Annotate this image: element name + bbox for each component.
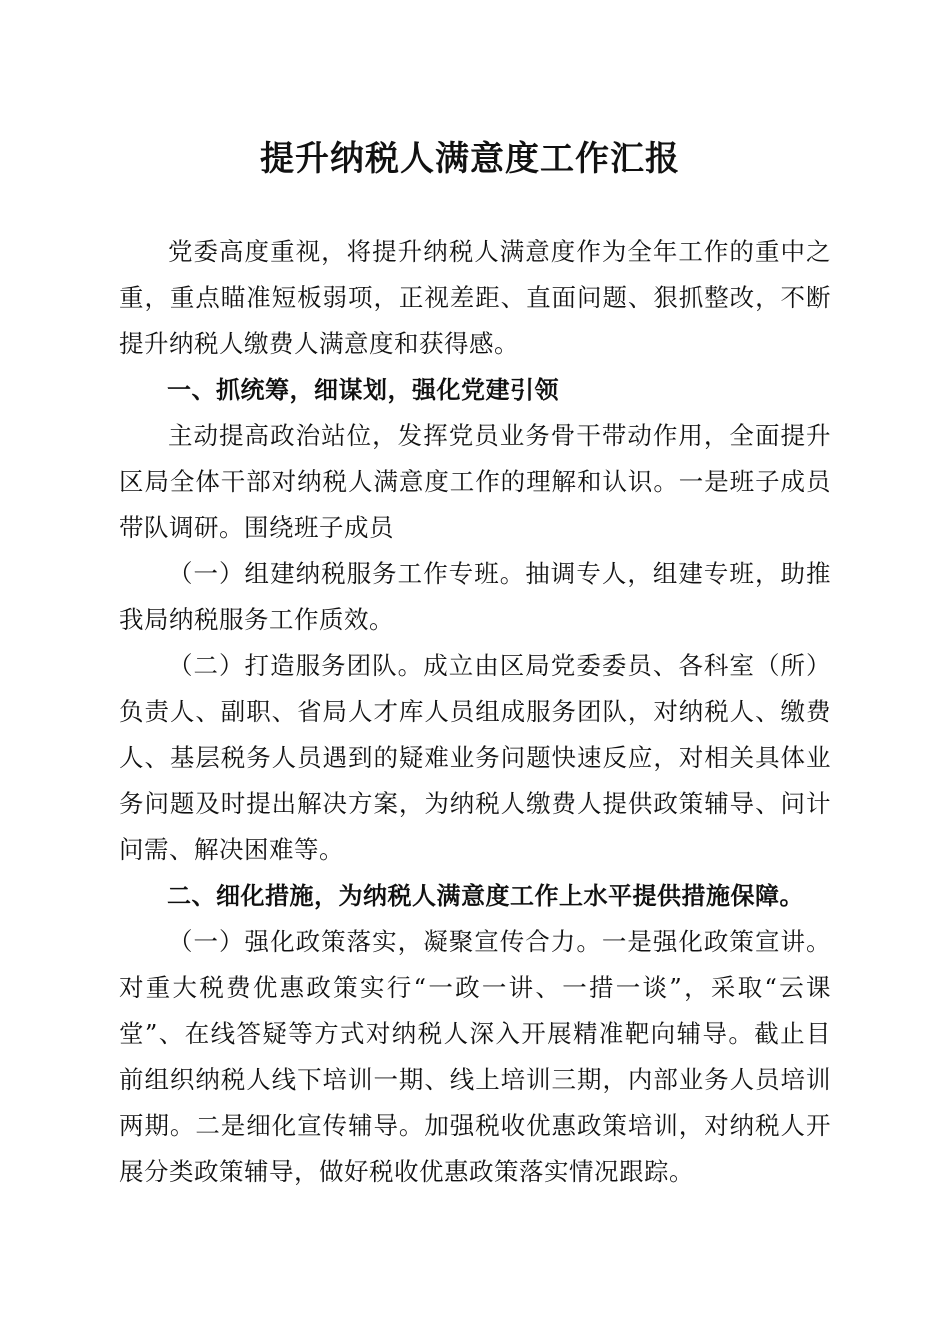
- section-heading-2: 二、细化措施，为纳税人满意度工作上水平提供措施保障。: [167, 882, 804, 910]
- subsection-1-2-paragraph: （二）打造服务团队。成立由区局党委委员、各科室（所）负责人、副职、省局人才库人员组成服务团队，对纳税人、缴费人、基层税务人员遇到的疑难业务问题快速反应，对相关具体业务问题及时提出解决方案，为纳税人缴费人提供政策辅导、问计问需、解决困难等。: [119, 651, 831, 864]
- subsection-1-1-paragraph: （一）组建纳税服务工作专班。抽调专人，组建专班，助推我局纳税服务工作质效。: [119, 559, 831, 634]
- intro-paragraph: 党委高度重视，将提升纳税人满意度作为全年工作的重中之重，重点瞄准短板弱项，正视差距、直面问题、狠抓整改，不断提升纳税人缴费人满意度和获得感。: [119, 237, 831, 358]
- subsection-2-1-paragraph: （一）强化政策落实，凝聚宣传合力。一是强化政策宣讲。对重大税费优惠政策实行“一政一讲、一措一谈”，采取“云课堂”、在线答疑等方式对纳税人深入开展精准靶向辅导。截止目前组织纳税人线下培训一期、线上培训三期，内部业务人员培训两期。二是细化宣传辅导。加强税收优惠政策培训，对纳税人开展分类政策辅导，做好税收优惠政策落实情况跟踪。: [119, 927, 831, 1186]
- section-heading-1: 一、抓统筹，细谋划，强化党建引领: [167, 376, 559, 404]
- document-body: [119, 229, 831, 1195]
- document-title: 提升纳税人满意度工作汇报: [260, 139, 680, 179]
- section-1-paragraph: 主动提高政治站位，发挥党员业务骨干带动作用，全面提升区局全体干部对纳税人满意度工作的理解和认识。一是班子成员带队调研。围绕班子成员: [119, 421, 831, 542]
